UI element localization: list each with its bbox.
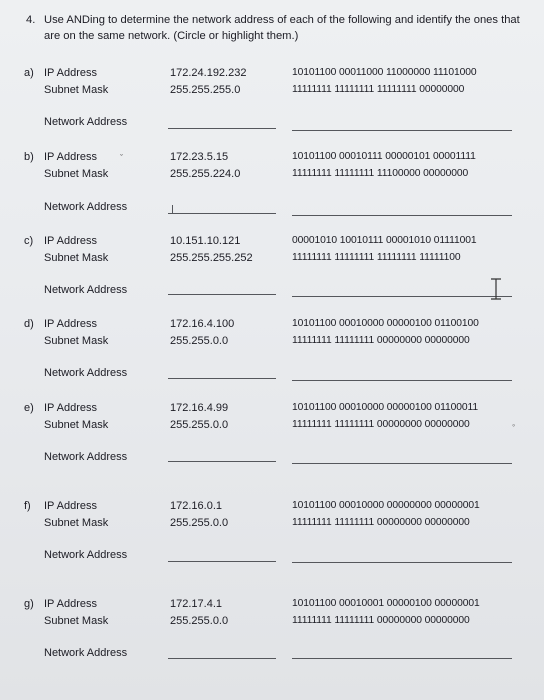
text-cursor-mark: [172, 205, 173, 214]
mask-binary: 11111111 11111111 00000000 00000000: [292, 615, 470, 626]
subnet-mask-value: 255.255.255.252: [170, 252, 253, 264]
mask-binary: 11111111 11111111 11111111 00000000: [292, 84, 465, 95]
ip-address-label: IP Address: [44, 151, 97, 163]
item-c: [0, 235, 544, 325]
network-binary-answer-line[interactable]: [292, 380, 512, 381]
network-address-label: Network Address: [44, 284, 128, 296]
ip-address-label: IP Address: [44, 235, 97, 247]
ip-address-label: IP Address: [44, 598, 97, 610]
ip-address-value: 172.23.5.15: [170, 151, 229, 163]
stray-pen-mark: ◦: [512, 420, 516, 430]
network-binary-answer-line[interactable]: [292, 562, 512, 563]
item-letter: c): [24, 235, 34, 247]
ip-binary: 10101100 00010001 00000100 00000001: [292, 598, 480, 609]
network-address-answer-line[interactable]: [168, 213, 276, 214]
subnet-mask-value: 255.255.224.0: [170, 168, 241, 180]
item-letter: d): [24, 318, 34, 330]
network-binary-answer-line[interactable]: [292, 463, 512, 464]
ip-binary: 00001010 10010111 00001010 01111001: [292, 235, 477, 246]
ip-binary: 10101100 00010000 00000100 01100011: [292, 402, 479, 413]
subnet-mask-value: 255.255.0.0: [170, 615, 229, 627]
subnet-mask-value: 255.255.0.0: [170, 419, 229, 431]
item-letter: e): [24, 402, 34, 414]
ip-address-value: 172.16.4.100: [170, 318, 235, 330]
subnet-mask-label: Subnet Mask: [44, 84, 109, 96]
item-a: [0, 67, 544, 157]
ip-address-value: 10.151.10.121: [170, 235, 241, 247]
network-address-answer-line[interactable]: [168, 461, 276, 462]
text-cursor-icon: [488, 278, 504, 300]
item-f: [0, 500, 544, 590]
network-binary-answer-line[interactable]: [292, 296, 512, 297]
subnet-mask-value: 255.255.0.0: [170, 517, 229, 529]
network-address-label: Network Address: [44, 451, 128, 463]
network-address-label: Network Address: [44, 647, 128, 659]
ip-binary: 10101100 00010000 00000000 00000001: [292, 500, 480, 511]
item-letter: f): [24, 500, 31, 512]
mask-binary: 11111111 11111111 00000000 00000000: [292, 335, 470, 346]
subnet-mask-label: Subnet Mask: [44, 252, 109, 264]
network-address-answer-line[interactable]: [168, 294, 276, 295]
ip-address-value: 172.24.192.232: [170, 67, 247, 79]
subnet-mask-label: Subnet Mask: [44, 615, 109, 627]
network-binary-answer-line[interactable]: [292, 215, 512, 216]
question-number: 4.: [26, 14, 36, 26]
item-e: [0, 402, 544, 492]
stray-pen-mark: ˇ: [120, 153, 123, 163]
item-letter: g): [24, 598, 34, 610]
mask-binary: 11111111 11111111 00000000 00000000: [292, 517, 470, 528]
network-address-answer-line[interactable]: [168, 128, 276, 129]
mask-binary: 11111111 11111111 00000000 00000000: [292, 419, 470, 430]
mask-binary: 11111111 11111111 11100000 00000000: [292, 168, 469, 179]
mask-binary: 11111111 11111111 11111111 11111100: [292, 252, 461, 263]
network-address-label: Network Address: [44, 549, 128, 561]
subnet-mask-label: Subnet Mask: [44, 335, 109, 347]
ip-address-value: 172.16.4.99: [170, 402, 229, 414]
network-binary-answer-line[interactable]: [292, 130, 512, 131]
network-address-answer-line[interactable]: [168, 378, 276, 379]
ip-binary: 10101100 00010000 00000100 01100100: [292, 318, 479, 329]
ip-binary: 10101100 00010111 00000101 00001111: [292, 151, 476, 162]
ip-address-label: IP Address: [44, 402, 97, 414]
item-letter: a): [24, 67, 34, 79]
network-binary-answer-line[interactable]: [292, 658, 512, 659]
ip-address-value: 172.16.0.1: [170, 500, 222, 512]
ip-address-label: IP Address: [44, 500, 97, 512]
ip-address-label: IP Address: [44, 67, 97, 79]
network-address-answer-line[interactable]: [168, 658, 276, 659]
ip-address-label: IP Address: [44, 318, 97, 330]
ip-binary: 10101100 00011000 11000000 11101000: [292, 67, 477, 78]
ip-address-value: 172.17.4.1: [170, 598, 222, 610]
network-address-answer-line[interactable]: [168, 561, 276, 562]
subnet-mask-value: 255.255.0.0: [170, 335, 229, 347]
subnet-mask-value: 255.255.255.0: [170, 84, 241, 96]
item-b: [0, 151, 544, 241]
network-address-label: Network Address: [44, 367, 128, 379]
subnet-mask-label: Subnet Mask: [44, 517, 109, 529]
item-g: [0, 598, 544, 688]
item-d: [0, 318, 544, 408]
network-address-label: Network Address: [44, 201, 128, 213]
question-text: Use ANDing to determine the network address of each of the following and identify the ones that are on the same network. (Circle or highlight them.): [44, 14, 520, 42]
subnet-mask-label: Subnet Mask: [44, 419, 109, 431]
subnet-mask-label: Subnet Mask: [44, 168, 109, 180]
item-letter: b): [24, 151, 34, 163]
network-address-label: Network Address: [44, 116, 128, 128]
